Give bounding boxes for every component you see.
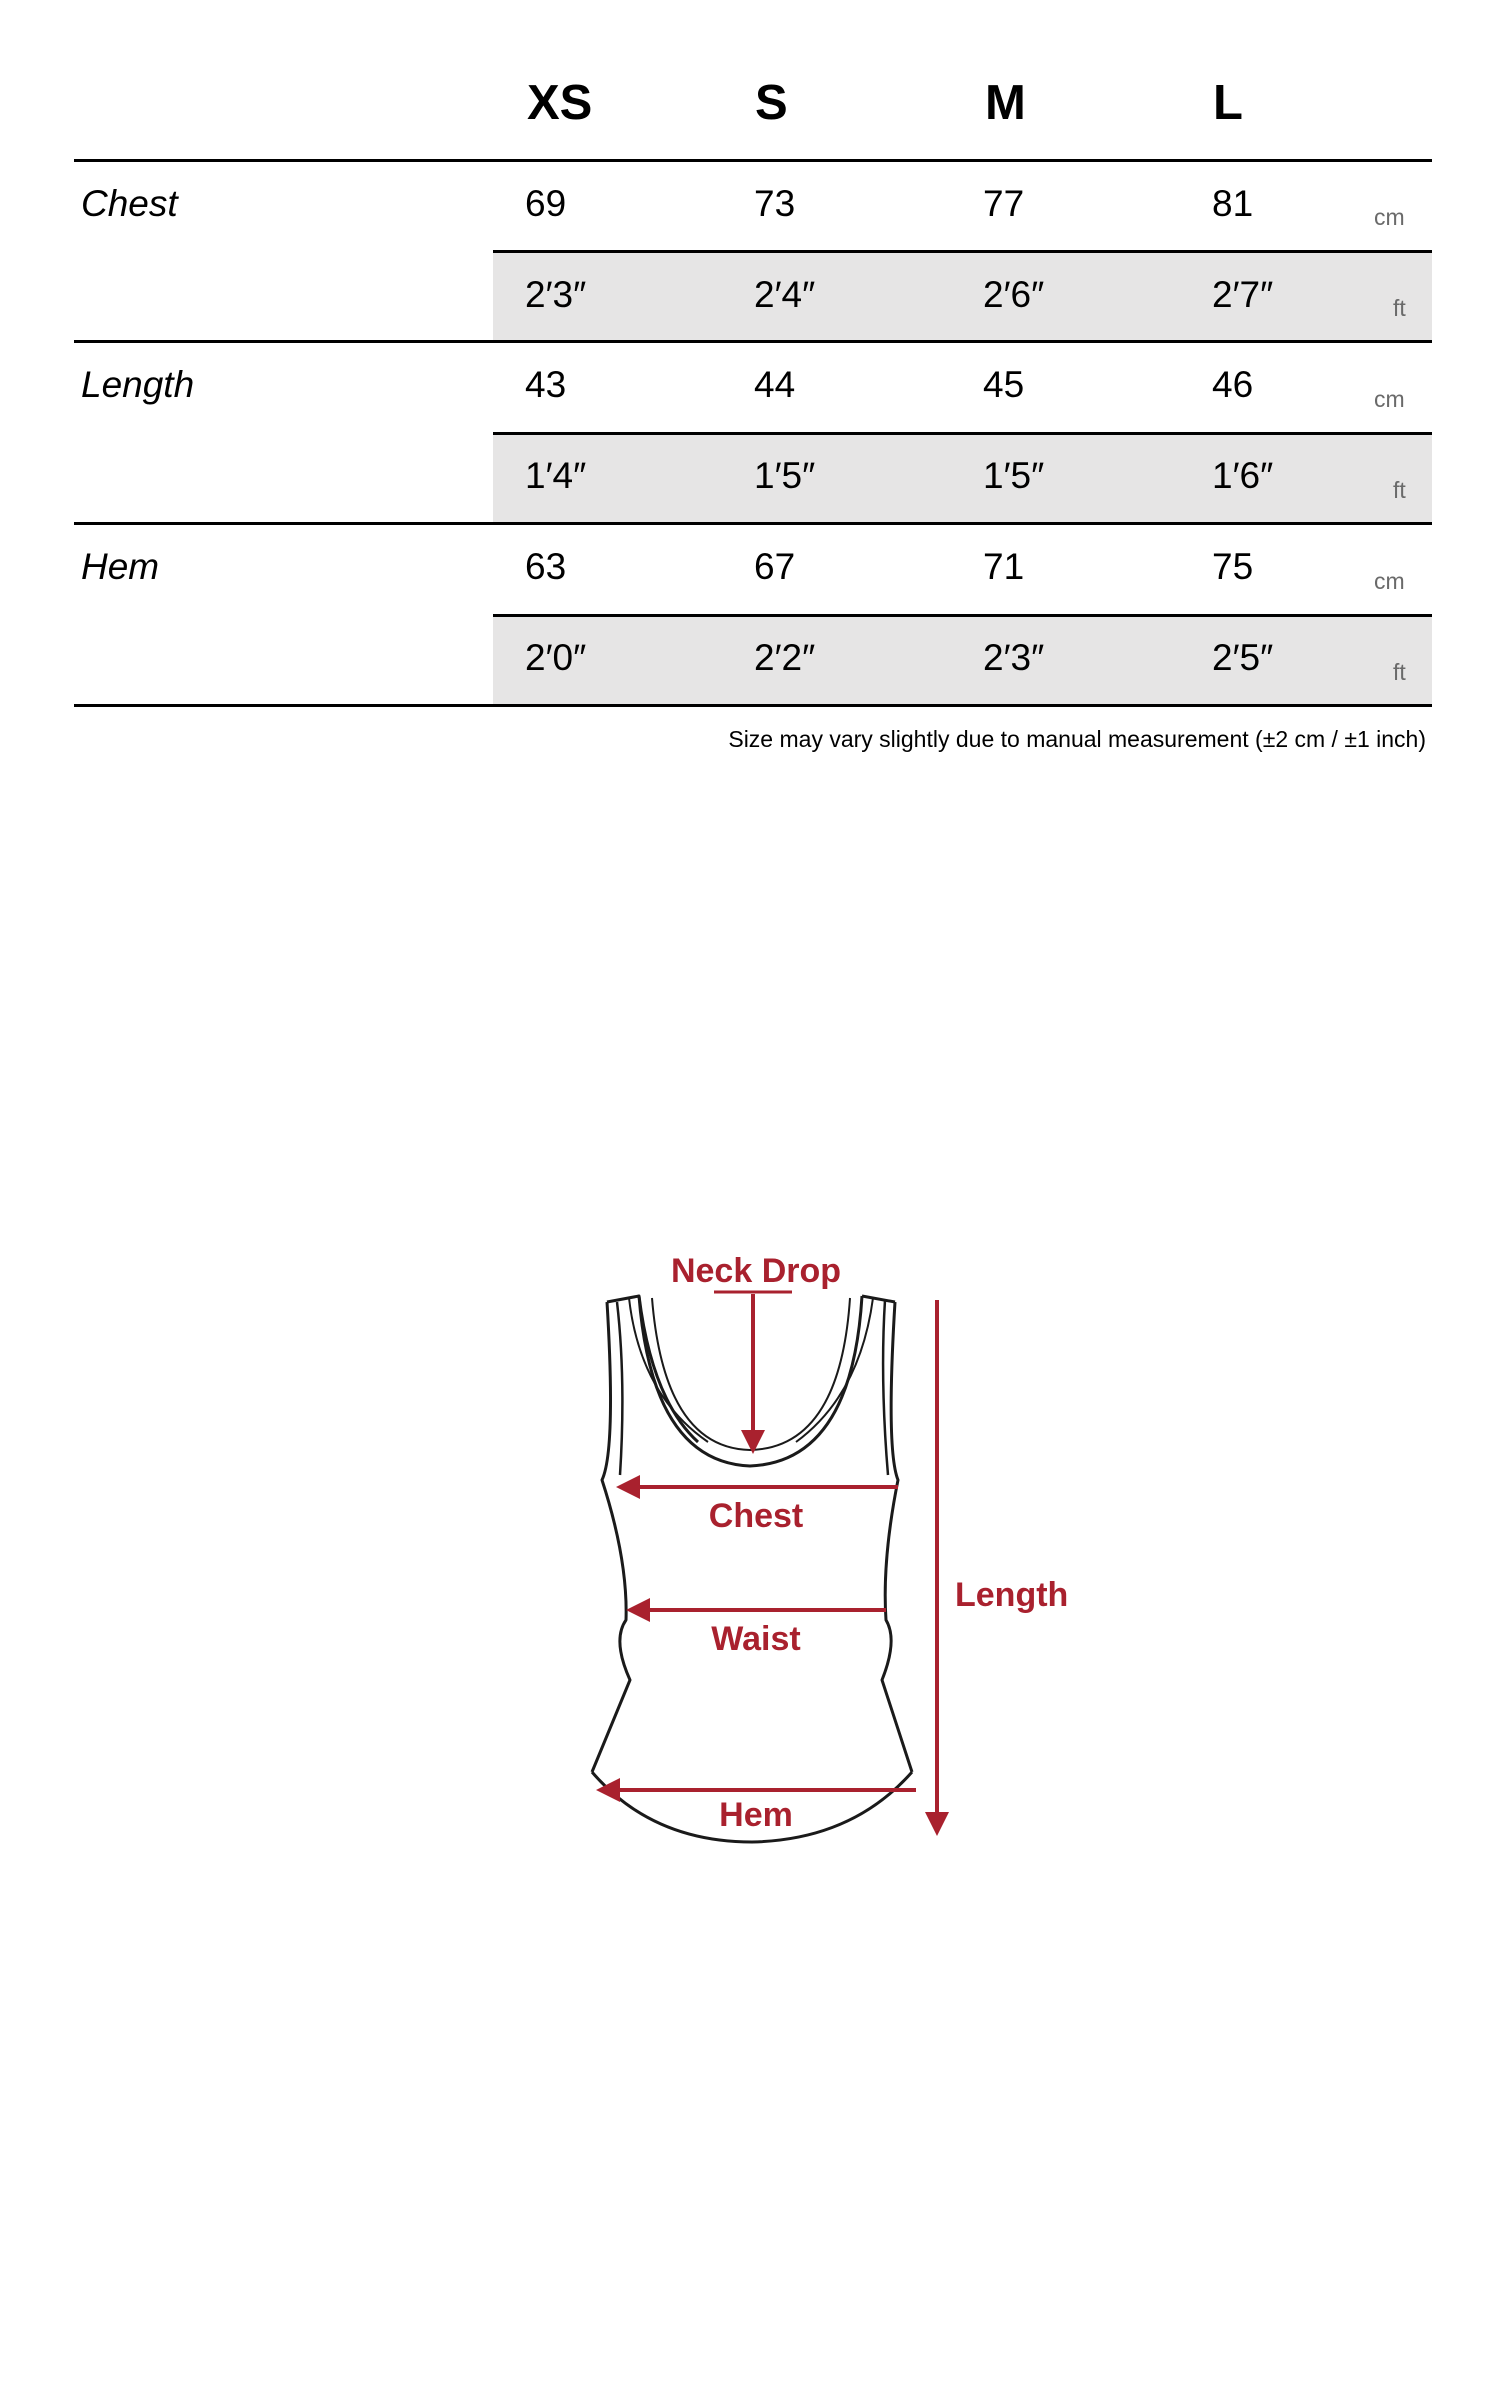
hem-cm-xs: 63 [525,546,567,587]
hem-cm-l: 75 [1212,546,1254,587]
hem-ft-unit: ft [1393,659,1406,685]
label-neck-drop: Neck Drop [670,1252,842,1290]
measurement-note: Size may vary slightly due to manual measurement (±2 cm / ±1 inch) [728,726,1426,752]
chest-mid-rule [493,250,1432,253]
hem-ft-s: 2′2″ [754,637,816,678]
label-hem: Hem [719,1796,793,1834]
length-cm-xs: 43 [525,364,567,405]
length-ft-row-bg [493,434,1432,522]
length-cm-s: 44 [754,364,796,405]
row-label-length: Length [81,364,195,405]
chest-cm-unit: cm [1374,204,1405,230]
size-header-xs: XS [527,76,593,130]
chest-ft-xs: 2′3″ [525,274,587,315]
length-bottom-rule [74,522,1432,525]
label-length: Length [955,1576,1069,1614]
length-ft-s: 1′5″ [754,455,816,496]
chest-ft-row-bg [493,252,1432,340]
chest-cm-xs: 69 [525,183,567,224]
size-header-m: M [985,76,1026,130]
length-ft-l: 1′6″ [1212,455,1274,496]
chest-ft-l: 2′7″ [1212,274,1274,315]
length-cm-m: 45 [983,364,1025,405]
length-ft-xs: 1′4″ [525,455,587,496]
chest-ft-s: 2′4″ [754,274,816,315]
table-top-rule [74,159,1432,162]
length-ft-unit: ft [1393,477,1406,503]
hem-mid-rule [493,614,1432,617]
row-label-hem: Hem [81,546,160,587]
chest-cm-m: 77 [983,183,1025,224]
size-header-s: S [755,76,788,130]
hem-cm-unit: cm [1374,568,1405,594]
chest-cm-l: 81 [1212,183,1254,224]
length-cm-unit: cm [1374,386,1405,412]
chest-ft-unit: ft [1393,295,1406,321]
chest-bottom-rule [74,340,1432,343]
size-header-l: L [1213,76,1243,130]
tank-top-measurement-diagram [560,1220,1100,1860]
row-label-chest: Chest [81,183,178,224]
table-bottom-rule [74,704,1432,707]
length-cm-l: 46 [1212,364,1254,405]
hem-ft-xs: 2′0″ [525,637,587,678]
length-ft-m: 1′5″ [983,455,1045,496]
length-mid-rule [493,432,1432,435]
hem-cm-s: 67 [754,546,796,587]
chest-ft-m: 2′6″ [983,274,1045,315]
hem-ft-row-bg [493,616,1432,704]
label-chest: Chest [708,1497,804,1535]
label-waist: Waist [711,1620,801,1658]
hem-ft-l: 2′5″ [1212,637,1274,678]
hem-ft-m: 2′3″ [983,637,1045,678]
chest-cm-s: 73 [754,183,796,224]
hem-cm-m: 71 [983,546,1025,587]
